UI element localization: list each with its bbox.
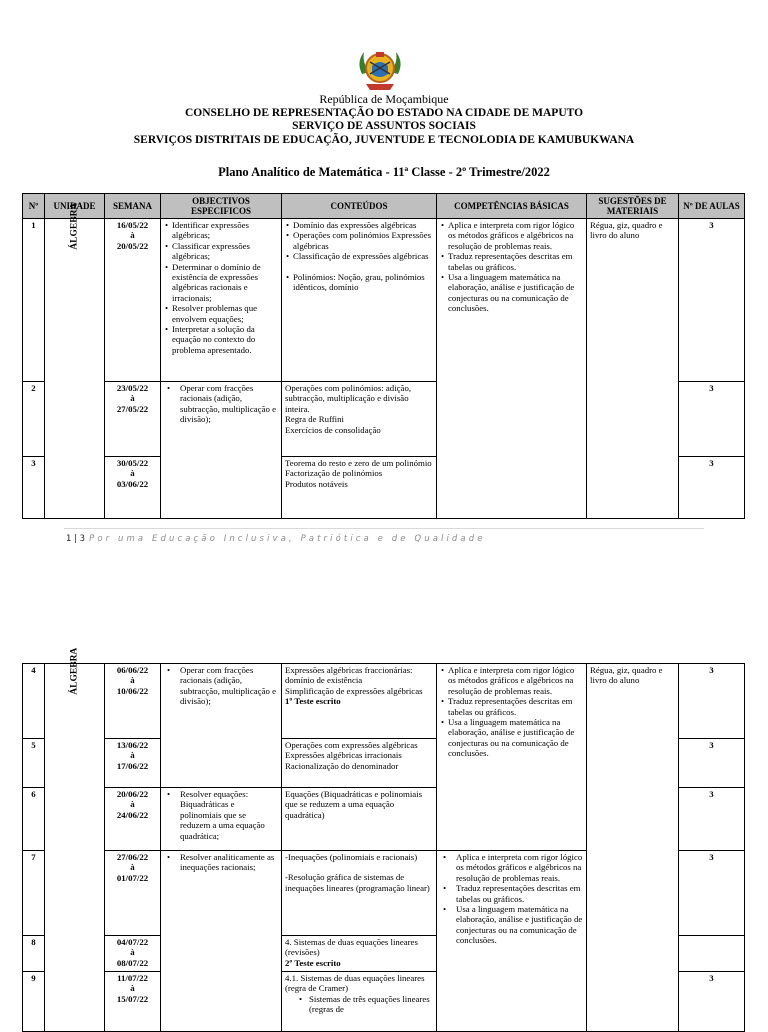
week-cell: 13/06/22 à 17/06/22 bbox=[105, 739, 161, 788]
mozambique-coat-of-arms-icon bbox=[352, 44, 408, 94]
table-header-row bbox=[23, 194, 745, 219]
aulas-cell: 3 bbox=[679, 739, 745, 788]
objectives-cell bbox=[161, 664, 282, 788]
contents-cell: Equações (Biquadráticas e polinomiais que se reduzem a uma equação quadrática) bbox=[282, 788, 437, 851]
col-header-conteudos: CONTEÚDOS bbox=[282, 194, 437, 219]
objective-item: • Operar com fracções racionais (adição, subtracção, multiplicação e divisão); bbox=[180, 665, 278, 707]
row-number: 2 bbox=[23, 382, 45, 457]
objective-item: • Resolver analiticamente as inequações racionais; bbox=[180, 852, 278, 873]
unit-label: ÁLGEBRA bbox=[69, 647, 80, 695]
objectives-cell bbox=[161, 788, 282, 851]
page-footer bbox=[66, 534, 486, 544]
materials-cell: Régua, giz, quadro e livro do aluno bbox=[587, 219, 679, 519]
objective-item: • Identificar expressões algébricas; bbox=[172, 220, 278, 241]
objective-item: • Resolver problemas que envolvem equações; bbox=[172, 303, 278, 324]
footer-motto: Por uma Educação Inclusiva, Patriótica e de Qualidade bbox=[89, 534, 486, 544]
footer-divider bbox=[64, 528, 704, 529]
competency-item: • Usa a linguagem matemática na elaboração, análise e justificação de conjecturas ou na comunicação de conclusões. bbox=[456, 904, 583, 946]
republic-name: República de Moçambique bbox=[319, 92, 449, 106]
row-number: 4 bbox=[23, 664, 45, 739]
col-header-objectivos: OBJECTIVOS ESPECIFICOS bbox=[161, 194, 282, 219]
content-item: • Sistemas de três equações lineares (regras de bbox=[309, 994, 433, 1015]
competencies-cell bbox=[437, 851, 587, 1032]
plan-table-page1 bbox=[22, 193, 745, 519]
objective-item: • Interpretar a solução da equação no contexto do problema apresentado. bbox=[172, 324, 278, 355]
aulas-cell: 3 bbox=[679, 788, 745, 851]
col-header-n: Nº bbox=[23, 194, 45, 219]
materials-cell: Régua, giz, quadro e livro do aluno bbox=[587, 664, 679, 1032]
col-header-competencias: COMPETÊNCIAS BÁSICAS bbox=[437, 194, 587, 219]
aulas-cell: 3 bbox=[679, 382, 745, 457]
district-title: SERVIÇOS DISTRITAIS DE EDUCAÇÃO, JUVENTUDE E TECNOLODIA DE KAMUBUKWANA bbox=[133, 134, 635, 146]
content-item: • Polinómios: Noção, grau, polinómios idênticos, domínio bbox=[293, 272, 433, 293]
aulas-cell: 3 bbox=[679, 851, 745, 936]
week-cell: 06/06/22 à 10/06/22 bbox=[105, 664, 161, 739]
table-row bbox=[23, 219, 745, 382]
contents-cell: 4. Sistemas de duas equações lineares (revisões) 2º Teste escrito bbox=[282, 936, 437, 972]
content-item: • Domínio das expressões algébricas bbox=[293, 220, 433, 230]
contents-cell: -Inequações (polinomiais e racionais) -Resolução gráfica de sistemas de inequações lineares (programação linear) bbox=[282, 851, 437, 936]
page-number: 1 | 3 bbox=[66, 534, 86, 544]
objectives-cell bbox=[161, 851, 282, 1032]
col-header-materiais: SUGESTÕES DE MATERIAIS bbox=[587, 194, 679, 219]
objective-item: • Determinar o domínio de existência de expressões algébricas racionais e irracionais; bbox=[172, 262, 278, 304]
contents-cell bbox=[282, 219, 437, 382]
content-item: • Classificação de expressões algébricas bbox=[293, 251, 433, 261]
row-number: 1 bbox=[23, 219, 45, 382]
content-item: • Operações com polinómios Expressões algébricas bbox=[293, 230, 433, 251]
council-title: CONSELHO DE REPRESENTAÇÃO DO ESTADO NA CIDADE DE MAPUTO bbox=[184, 107, 584, 119]
week-cell: 04/07/22 à 08/07/22 bbox=[105, 936, 161, 972]
aulas-cell: 3 bbox=[679, 664, 745, 739]
week-cell: 16/05/22 à 20/05/22 bbox=[105, 219, 161, 382]
service-title: SERVIÇO DE ASSUNTOS SOCIAIS bbox=[292, 120, 476, 132]
contents-cell: 4.1. Sistemas de duas equações lineares (regra de Cramer) • Sistemas de três equações lineares (regras de bbox=[282, 972, 437, 1032]
contents-cell: Teorema do resto e zero de um polinómio Factorização de polinómios Produtos notáveis bbox=[282, 457, 437, 519]
col-header-semana: SEMANA bbox=[105, 194, 161, 219]
week-cell: 23/05/22 à 27/05/22 bbox=[105, 382, 161, 457]
competencies-cell bbox=[437, 219, 587, 519]
objective-item: • Classificar expressões algébricas; bbox=[172, 241, 278, 262]
competency-item: • Traduz representações descritas em tabelas ou gráficos. bbox=[448, 696, 583, 717]
competency-item: • Aplica e interpreta com rigor lógico os métodos gráficos e algébricos na resolução de problemas reais. bbox=[448, 220, 583, 251]
unit-label: ÁLGEBRA bbox=[69, 202, 80, 250]
week-cell: 27/06/22 à 01/07/22 bbox=[105, 851, 161, 936]
plan-table-page2 bbox=[22, 647, 745, 1032]
week-cell: 30/05/22 à 03/06/22 bbox=[105, 457, 161, 519]
col-header-aulas: Nº DE AULAS bbox=[679, 194, 745, 219]
col-header-unidade: UNIDADE bbox=[45, 194, 105, 219]
row-number: 6 bbox=[23, 788, 45, 851]
aulas-cell: 3 bbox=[679, 457, 745, 519]
row-number: 9 bbox=[23, 972, 45, 1032]
objective-item: • Operar com fracções racionais (adição, subtracção, multiplicação e divisão); bbox=[180, 383, 278, 425]
aulas-cell: 3 bbox=[679, 219, 745, 382]
contents-cell: Expressões algébricas fraccionárias: domínio de existência Simplificação de expressões algébricas 1º Teste escrito bbox=[282, 664, 437, 739]
table-row bbox=[23, 664, 745, 739]
aulas-cell: 3 bbox=[679, 972, 745, 1032]
unit-cell bbox=[45, 647, 105, 1032]
row-number: 3 bbox=[23, 457, 45, 519]
contents-cell: Operações com expressões algébricas Expressões algébricas irracionais Racionalização do denominador bbox=[282, 739, 437, 788]
competency-item: • Usa a linguagem matemática na elaboração, análise e justificação de conjecturas ou na comunicação de conclusões. bbox=[448, 717, 583, 759]
contents-cell: Operações com polinómios: adição, subtracção, multiplicação e divisão inteira. Regra de Ruffini Exercícios de consolidação bbox=[282, 382, 437, 457]
competency-item: • Aplica e interpreta com rigor lógico os métodos gráficos e algébricos na resolução de problemas reais. bbox=[456, 852, 583, 883]
row-number: 8 bbox=[23, 936, 45, 972]
row-number: 5 bbox=[23, 739, 45, 788]
objectives-cell bbox=[161, 219, 282, 382]
competency-item: • Traduz representações descritas em tabelas ou gráficos. bbox=[448, 251, 583, 272]
plan-title: Plano Analítico de Matemática - 11ª Classe - 2º Trimestre/2022 bbox=[218, 165, 550, 179]
week-cell: 11/07/22 à 15/07/22 bbox=[105, 972, 161, 1032]
competency-item: • Usa a linguagem matemática na elaboração, análise e justificação de conjecturas ou na comunicação de conclusões. bbox=[448, 272, 583, 314]
competencies-cell bbox=[437, 664, 587, 851]
aulas-cell bbox=[679, 936, 745, 972]
competency-item: • Traduz representações descritas em tabelas ou gráficos. bbox=[456, 883, 583, 904]
objective-item: • Resolver equações: Biquadráticas e polinomiais que se reduzem a uma equação quadrática; bbox=[180, 789, 278, 841]
row-number: 7 bbox=[23, 851, 45, 936]
objectives-cell bbox=[161, 382, 282, 519]
competency-item: • Aplica e interpreta com rigor lógico os métodos gráficos e algébricos na resolução de problemas reais. bbox=[448, 665, 583, 696]
week-cell: 20/06/22 à 24/06/22 bbox=[105, 788, 161, 851]
